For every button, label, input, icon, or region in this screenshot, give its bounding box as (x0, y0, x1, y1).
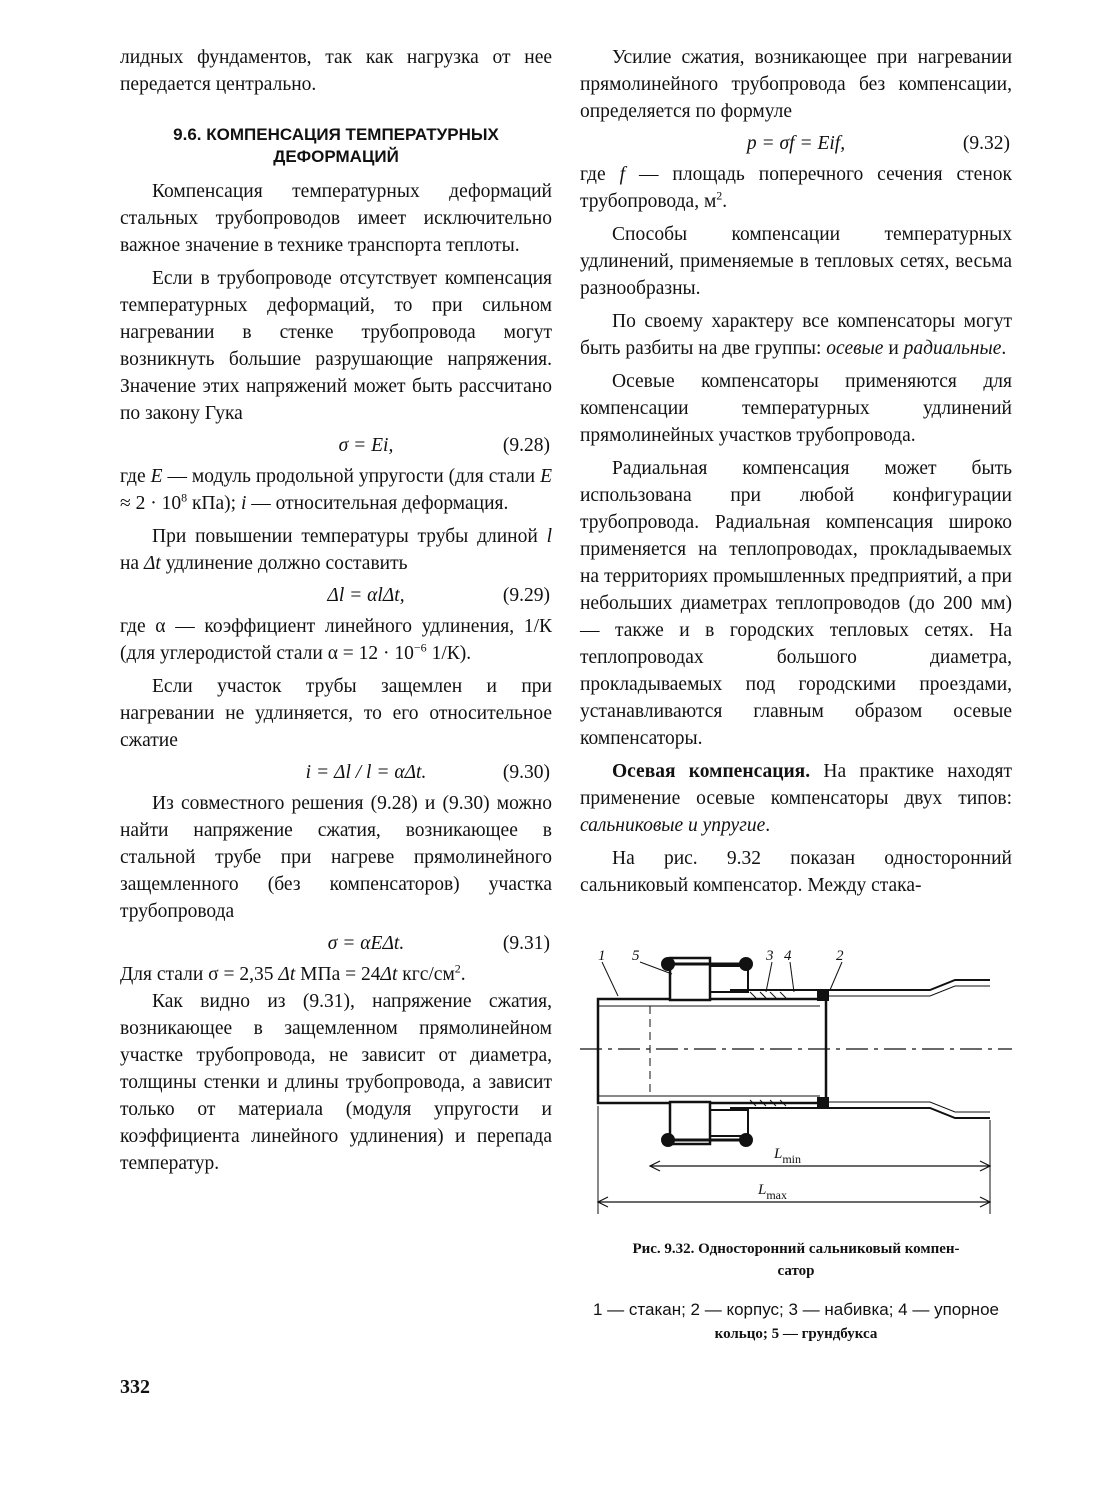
paragraph-5: где α — коэффициент линейного удлинения, 1/К (для углеродистой стали $\alpha = 12 \cdot 10^{-6}$ 1/К). (120, 616, 552, 664)
figure-legend (580, 1298, 1012, 1346)
figure-caption (580, 1238, 1012, 1282)
paragraph-6: Если участок трубы защемлен и при нагревании не удлиняется, то его относительное сжатие (120, 676, 552, 751)
right-column (580, 44, 1012, 899)
formula-9-32 (580, 127, 1012, 159)
fig-label-2: 2 (836, 948, 844, 964)
section-heading (120, 124, 552, 168)
paragraph-r3: Способы компенсации температурных удлинений, применяемые в тепловых сетях, весьма разнообразны. (580, 224, 1012, 299)
paragraph-r6: Радиальная компенсация может быть использована при любой конфигурации трубопровода. Радиальная компенсация широко применяется на теплопроводах, прокладываемых на территориях промышленных предприятий, а при небольших диаметрах теплопроводов (до 200 мм) — также и в городских тепловых сетях. На теплопроводах большого диаметра, прокладываемых под городскими проездами, устанавливаются главным образом осевые компенсаторы. (580, 458, 1012, 749)
formula-9-28-expr: σ = Ei, (338, 435, 394, 456)
fig-label-3: 3 (766, 948, 774, 964)
formula-9-32-expr: p = σf = Eif, (746, 133, 846, 154)
formula-9-30-number: (9.30) (502, 762, 550, 783)
paragraph-3: где E — модуль продольной упругости (для стали $E \approx 2 \cdot 10^8$ кПа); i — относительная деформация. (120, 466, 553, 514)
fig-lmin-label: $L_{min}$ (774, 1146, 802, 1166)
formula-9-31-number: (9.31) (502, 933, 550, 954)
figure-caption-line1: Рис. 9.32. Односторонний сальниковый компен- (632, 1241, 960, 1257)
compensator-figure (580, 944, 1012, 1230)
figure-legend-line1: 1 — стакан; 2 — корпус; 3 — набивка; 4 — упорное (593, 1300, 999, 1319)
section-heading-line1: 9.6. КОМПЕНСАЦИЯ ТЕМПЕРАТУРНЫХ (173, 125, 499, 144)
page-number: 332 (120, 1376, 150, 1398)
fig-lmax-label: $L_{max}$ (758, 1182, 788, 1202)
formula-9-28-number: (9.28) (502, 435, 550, 456)
fig-label-4: 4 (784, 948, 792, 964)
paragraph-1: Компенсация температурных деформаций стальных трубопроводов имеет исключительно важное значение в технике транспорта теплоты. (120, 181, 552, 256)
formula-9-28 (120, 429, 552, 461)
section-heading-line2: ДЕФОРМАЦИЙ (273, 147, 399, 166)
paragraph-4: При повышении температуры трубы длиной l на Δt удлинение должно составить (120, 526, 552, 574)
paragraph-r8: На рис. 9.32 показан односторонний сальниковый компенсатор. Между стака- (580, 848, 1012, 896)
figure-legend-line2: кольцо; 5 — грундбукса (714, 1326, 878, 1342)
paragraph-r2: где f — площадь поперечного сечения стенок трубопровода, $м^2$. (580, 164, 1012, 212)
left-column (120, 44, 552, 1177)
figure-caption-line2: сатор (777, 1263, 815, 1279)
formula-9-31 (120, 927, 552, 959)
paragraph-7: Из совместного решения (9.28) и (9.30) можно найти напряжение сжатия, возникающее в стальной трубе при нагреве прямолинейного защемленного (без компенсаторов) участка трубопровода (120, 793, 552, 922)
formula-9-31-expr: σ = αEΔt. (327, 933, 405, 954)
formula-9-29-number: (9.29) (502, 585, 550, 606)
paragraph-r1: Усилие сжатия, возникающее при нагревании прямолинейного трубопровода без компенсации, определяется по формуле (580, 47, 1012, 122)
paragraph-2: Если в трубопроводе отсутствует компенсация температурных деформаций, то при сильном нагревании в стенке трубопровода могут возникнуть большие разрушающие напряжения. Значение этих напряжений может быть рассчитано по закону Гука (120, 268, 552, 424)
fig-label-5: 5 (632, 948, 640, 964)
formula-9-29-expr: Δl = αlΔt, (327, 585, 405, 606)
formula-9-30-expr: i = Δl / l = αΔt. (305, 762, 427, 783)
paragraph-r5: Осевые компенсаторы применяются для компенсации температурных удлинений прямолинейных участков трубопровода. (580, 371, 1012, 446)
paragraph-8: Для стали σ = 2,35 Δt МПа = 24Δt кгс/$см^2$. (120, 961, 466, 985)
formula-9-30 (120, 756, 552, 788)
paragraph-r4: По своему характеру все компенсаторы могут быть разбиты на две группы: осевые и радиальные. (580, 311, 1012, 359)
paragraph-r7: Осевая компенсация. На практике находят применение осевые компенсаторы двух типов: сальниковые и упругие. (580, 761, 1013, 836)
formula-9-29 (120, 579, 552, 611)
formula-9-32-number: (9.32) (962, 133, 1010, 154)
paragraph-9: Как видно из (9.31), напряжение сжатия, возникающее в защемленном прямолинейном участке трубопровода, не зависит от диаметра, толщины стенки и длины трубопровода, а зависит только от материала (модуля упругости и коэффициента линейного удлинения) и перепада температур. (120, 991, 552, 1174)
paragraph-intro: лидных фундаментов, так как нагрузка от нее передается центрально. (120, 47, 552, 95)
fig-label-1: 1 (598, 948, 606, 964)
